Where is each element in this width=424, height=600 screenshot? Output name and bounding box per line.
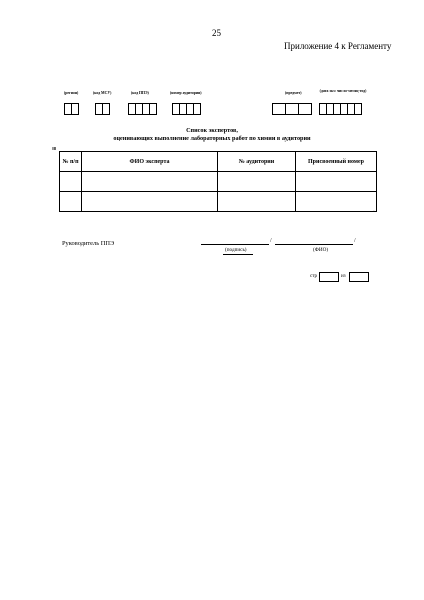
subject-caption: (предмет) (285, 91, 302, 95)
signature-line[interactable] (201, 244, 269, 245)
col-assigned-header: Присвоенный номер (296, 152, 377, 172)
code-cell[interactable] (71, 103, 79, 115)
col-number-header: № п/п (60, 152, 82, 172)
ppe-head-label: Руководитель ППЭ (62, 240, 115, 247)
col-auditorium-header: № аудитории (218, 152, 296, 172)
col-fio-header: ФИО эксперта (82, 152, 218, 172)
table-resize-handle-icon: ▫ (373, 210, 375, 215)
code-cell[interactable] (298, 103, 312, 115)
fio-caption: (ФИО) (313, 247, 329, 253)
table-row (60, 172, 377, 192)
table-cell[interactable] (60, 192, 82, 212)
table-cell[interactable] (296, 172, 377, 192)
table-cell[interactable] (218, 172, 296, 192)
region-code-boxes[interactable] (64, 103, 78, 115)
region-caption: (регион) (64, 91, 79, 95)
table-row (60, 192, 377, 212)
table-move-handle-icon: ⊞ (52, 147, 57, 152)
page-number-box[interactable] (319, 272, 339, 282)
ppe-code-boxes[interactable] (128, 103, 156, 115)
code-cell[interactable] (354, 103, 362, 115)
code-cell[interactable] (285, 103, 299, 115)
separator-slash: / (270, 238, 272, 244)
table-cell[interactable] (218, 192, 296, 212)
list-subtitle: оценивающих выполнение лабораторных работ по химии в аудитории (113, 135, 311, 142)
list-title: Список экспертов, (186, 127, 238, 134)
signature-caption: (подпись) (225, 247, 247, 253)
code-cell[interactable] (193, 103, 201, 115)
page-number: 25 (212, 28, 221, 38)
separator-slash-end: / (354, 238, 356, 244)
page-label: стр (310, 274, 317, 279)
table-cell[interactable] (296, 192, 377, 212)
of-label: из (341, 274, 346, 279)
signature-caption-underline (223, 254, 253, 255)
code-cell[interactable] (102, 103, 110, 115)
msu-code-boxes[interactable] (95, 103, 109, 115)
date-caption: (дата экз: число-месяц-год) (319, 89, 367, 93)
code-cell[interactable] (272, 103, 286, 115)
code-cell[interactable] (149, 103, 157, 115)
table-cell[interactable] (82, 192, 218, 212)
appendix-label: Приложение 4 к Регламенту (284, 41, 392, 51)
total-pages-box[interactable] (349, 272, 369, 282)
table-cell[interactable] (82, 172, 218, 192)
fio-line[interactable] (275, 244, 353, 245)
msu-caption: (код МСУ) (93, 91, 112, 95)
ppe-caption: (код ППЭ) (131, 91, 149, 95)
table-cell[interactable] (60, 172, 82, 192)
auditorium-caption: (номер аудитории) (170, 91, 202, 95)
auditorium-code-boxes[interactable] (172, 103, 200, 115)
table-header-row (60, 152, 377, 172)
date-code-boxes[interactable] (319, 103, 361, 115)
experts-table (59, 151, 377, 212)
subject-code-boxes[interactable] (272, 103, 311, 115)
